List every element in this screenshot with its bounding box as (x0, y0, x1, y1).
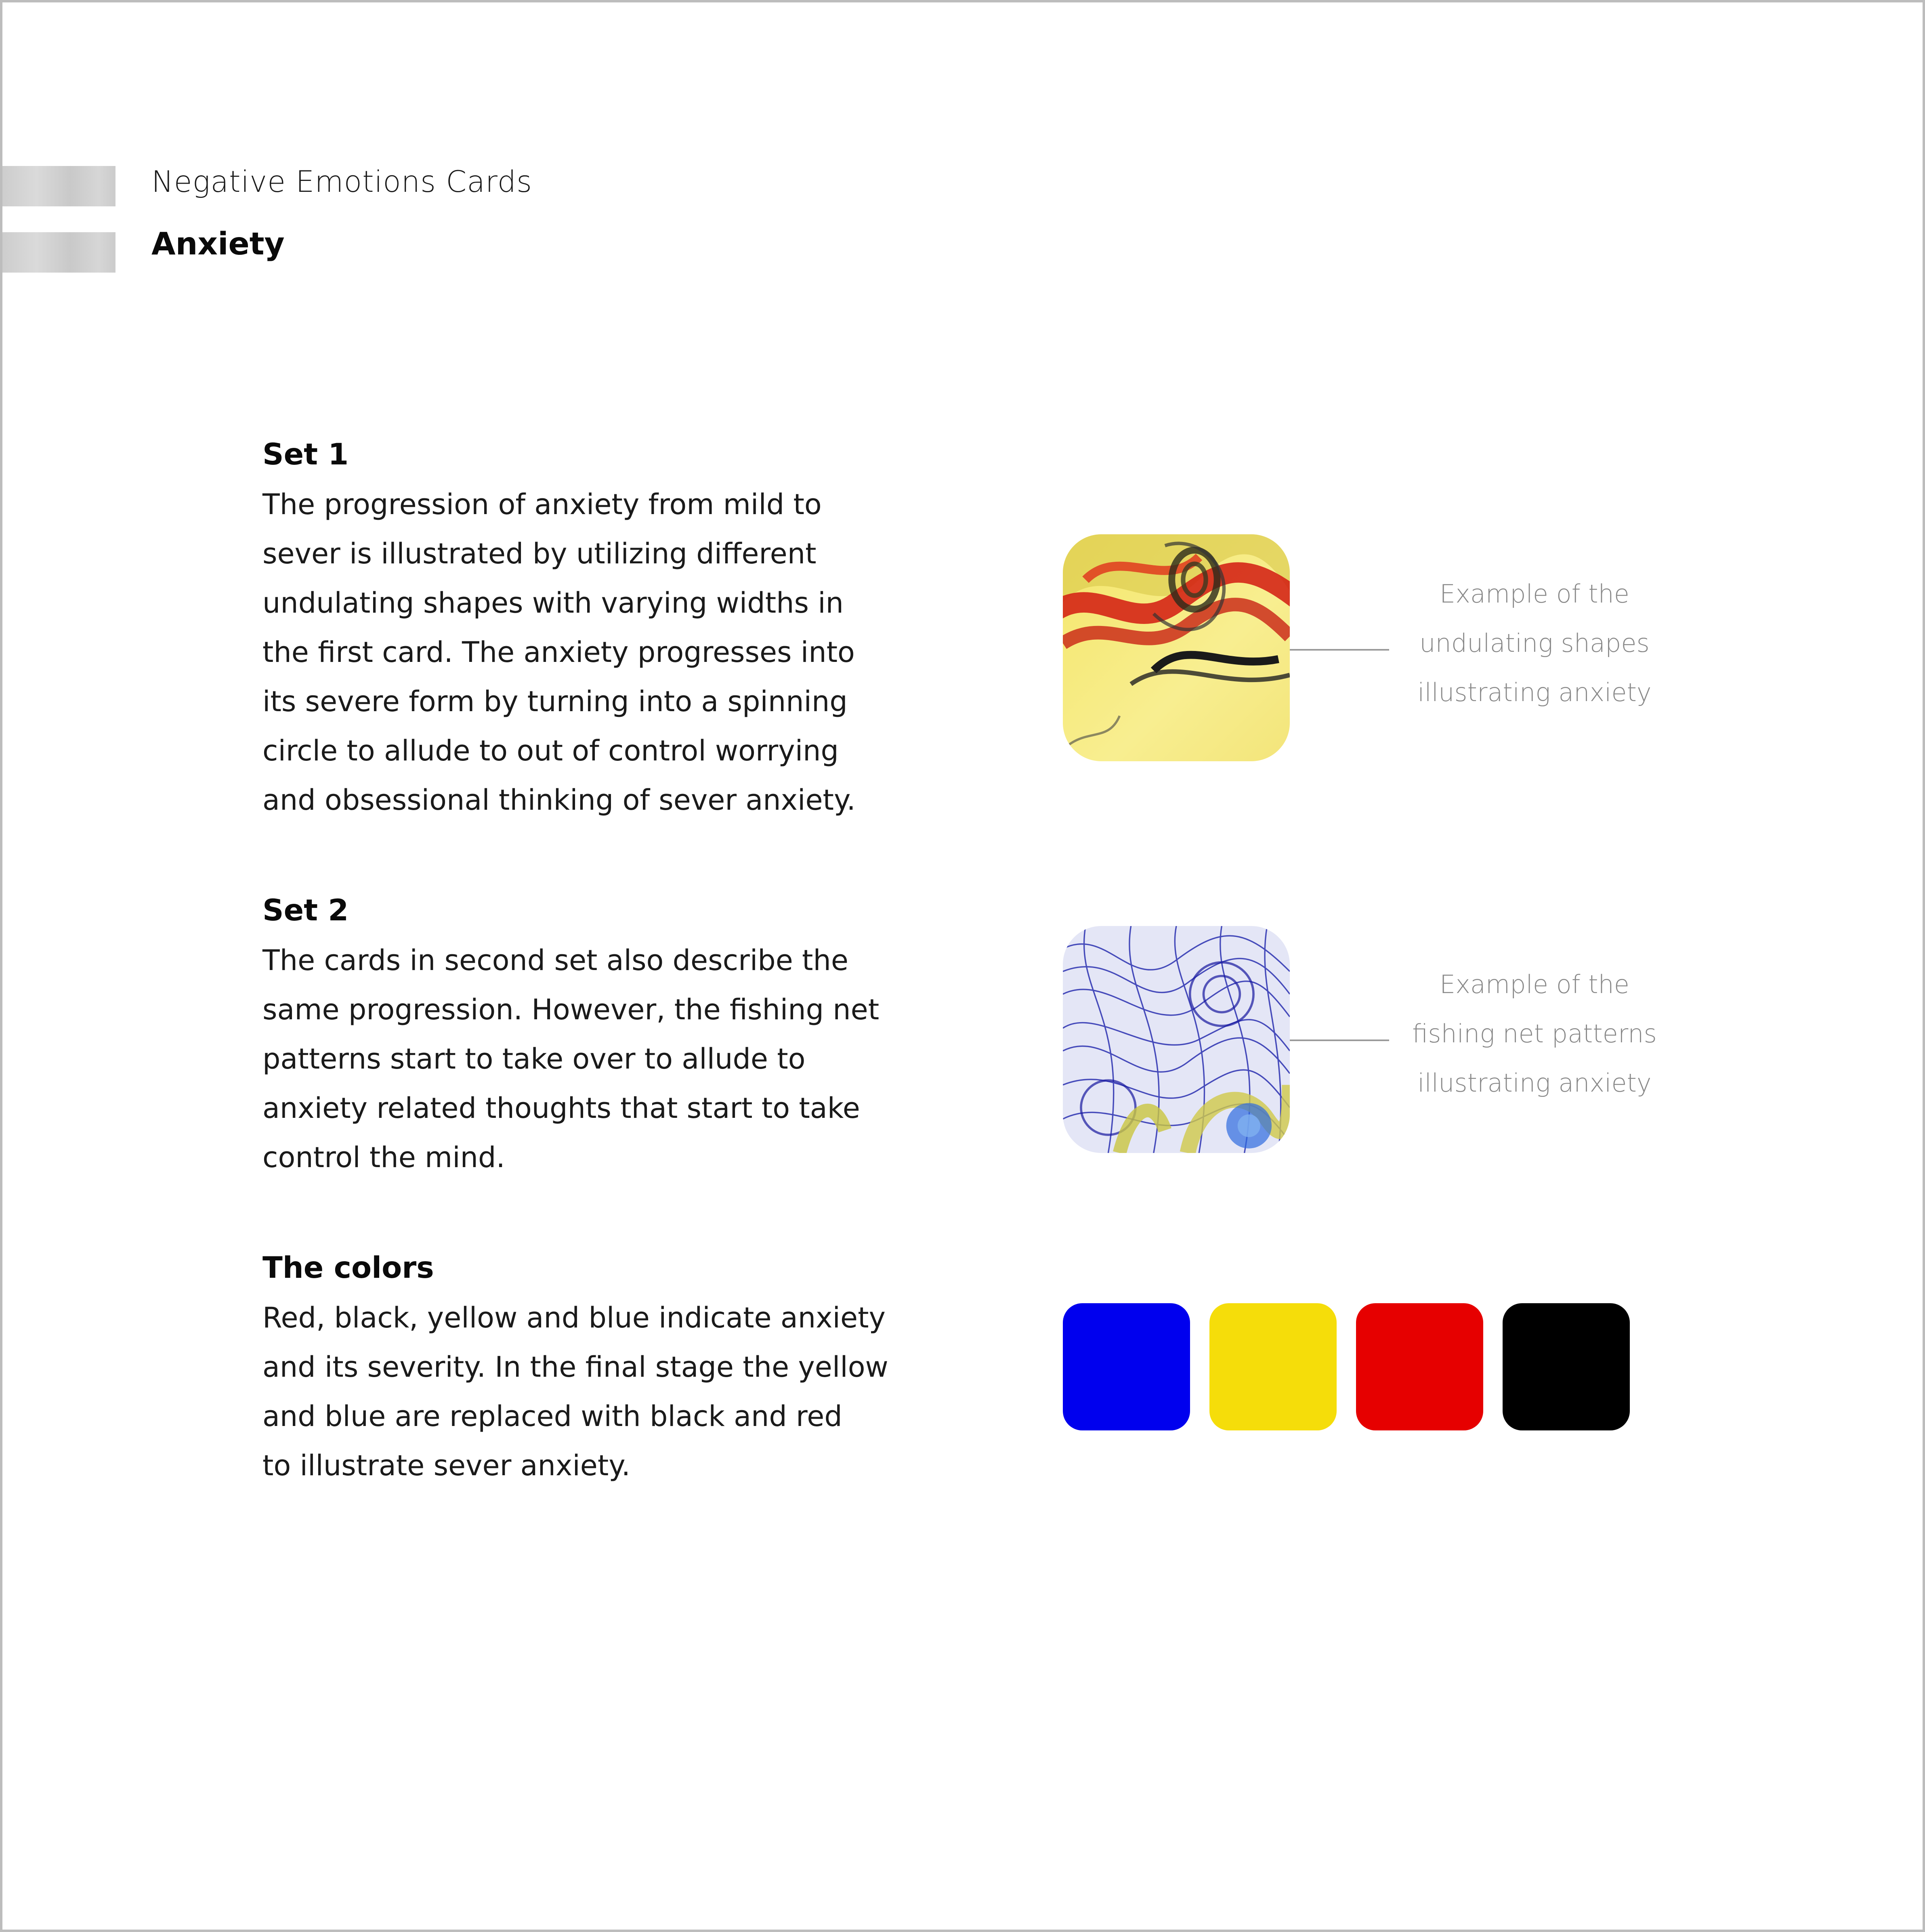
fishing-net-image (1063, 926, 1290, 1153)
swatch-blue (1063, 1303, 1190, 1430)
set-1-body: The progression of anxiety from mild to sever is illustrated by utilizing different undulating shapes with varying widths in the first card. The anxiety progresses into its severe form by turning into a spinning circle to allude to out of control worrying and obsessional thinking of sever anxiety. (262, 488, 856, 817)
undulating-shapes-artwork (1063, 534, 1290, 761)
section-set-1 (262, 437, 949, 825)
swatch-yellow (1209, 1303, 1337, 1430)
page-title: Anxiety (151, 226, 285, 262)
caption-2-line-1: Example of the (1440, 970, 1629, 999)
colors-heading: The colors (262, 1251, 434, 1285)
fishing-net-artwork (1063, 926, 1290, 1153)
title-tab-strip (2, 232, 115, 273)
caption-1-line-1: Example of the (1440, 579, 1629, 609)
caption-1-line-3: illustrating anxiety (1417, 678, 1652, 707)
header-subtitle: Negative Emotions Cards (151, 165, 533, 199)
undulating-shapes-caption (1385, 569, 1684, 717)
leader-line-1 (1290, 649, 1389, 651)
swatch-black (1503, 1303, 1630, 1430)
undulating-shapes-image (1063, 534, 1290, 761)
set-2-heading: Set 2 (262, 893, 349, 928)
caption-2-line-3: illustrating anxiety (1417, 1068, 1652, 1098)
section-set-2 (262, 893, 949, 1182)
leader-line-2 (1290, 1040, 1389, 1041)
caption-2-line-2: fishing net patterns (1412, 1019, 1657, 1048)
caption-1-line-2: undulating shapes (1419, 628, 1650, 658)
colors-body: Red, black, yellow and blue indicate anxiety and its severity. In the final stage the yellow and blue are replaced with black and red to illustrate sever anxiety. (262, 1301, 888, 1482)
set-2-body: The cards in second set also describe the same progression. However, the fishing net patterns start to take over to allude to anxiety related thoughts that start to take control the mind. (262, 944, 880, 1174)
swatch-red (1356, 1303, 1483, 1430)
fishing-net-caption (1385, 960, 1684, 1108)
set-1-heading: Set 1 (262, 437, 349, 472)
header-tab-strip (2, 166, 115, 206)
section-colors (262, 1251, 949, 1490)
